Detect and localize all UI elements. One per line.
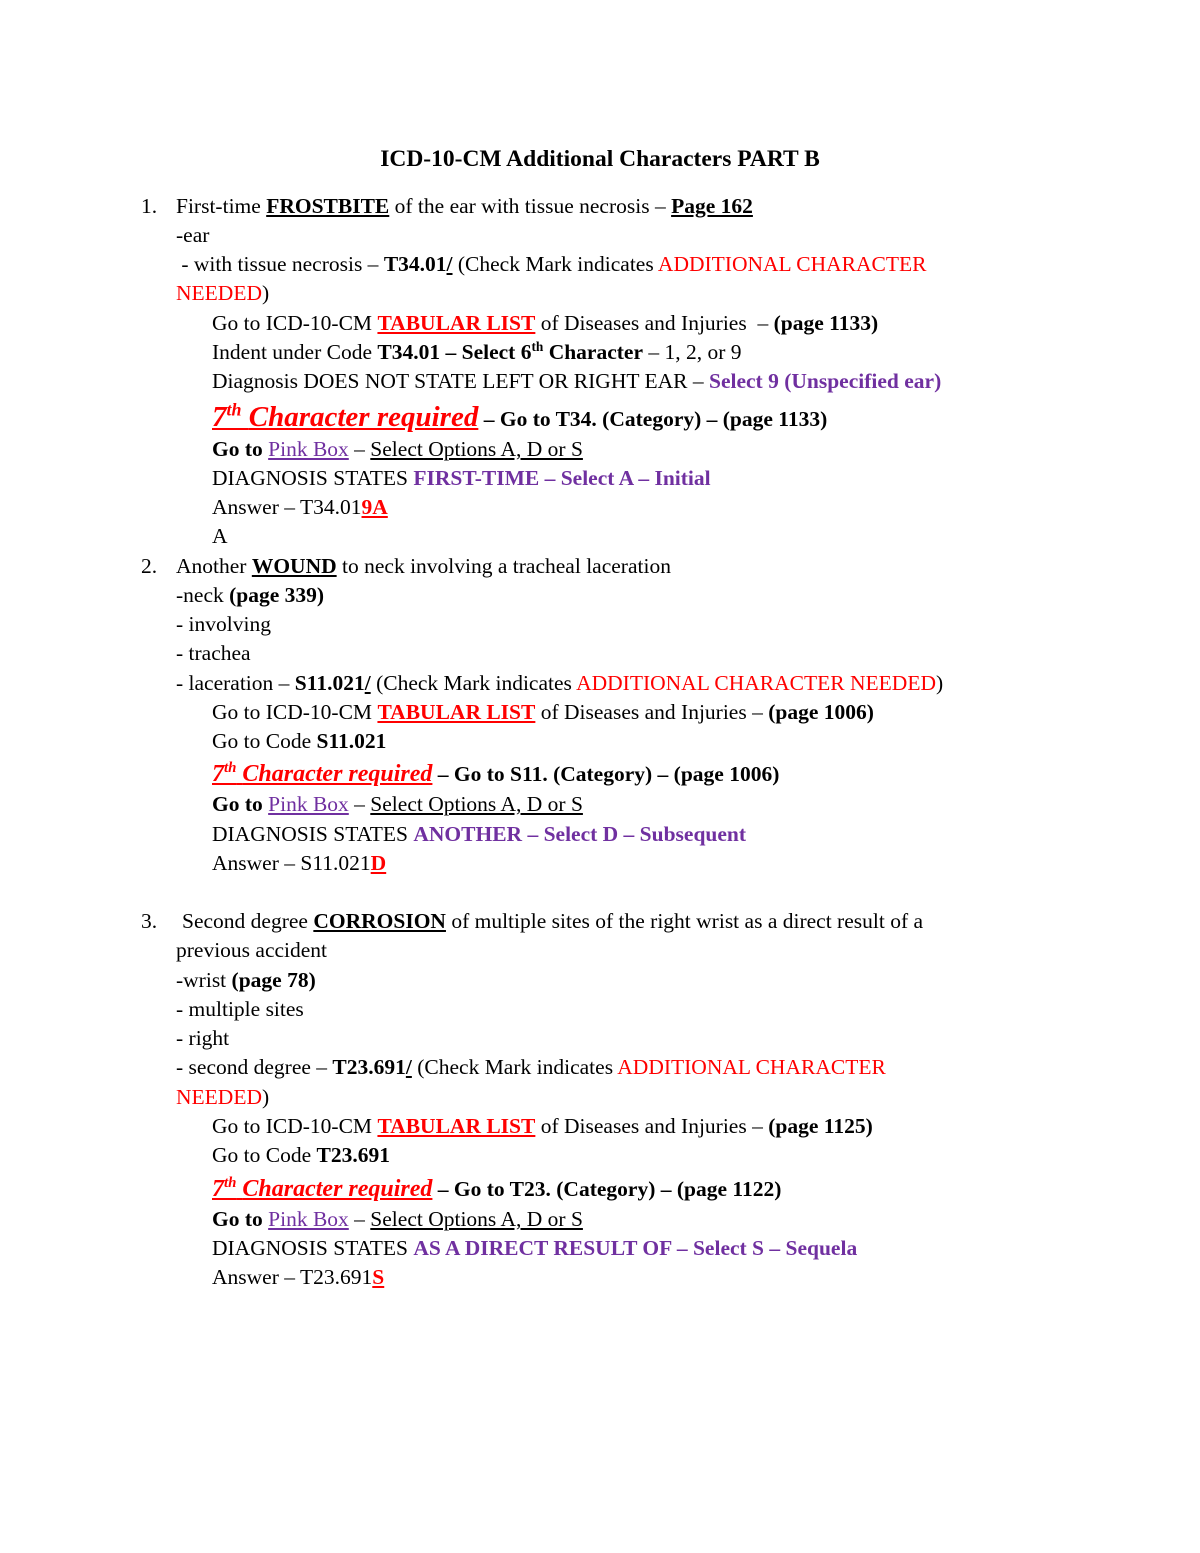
page-title: ICD-10-CM Additional Characters PART B — [380, 146, 820, 172]
diagnosis-states-step: DIAGNOSIS STATES AS A DIRECT RESULT OF – Select S – Sequela — [212, 1236, 858, 1260]
tabular-list-step: Go to ICD-10-CM TABULAR LIST of Diseases and Injuries – (page 1125) — [212, 1114, 873, 1138]
index-term: -wrist (page 78) — [176, 968, 316, 992]
goto-code-step: Go to Code S11.021 — [212, 729, 387, 753]
seventh-character-required: 7th Character required — [212, 399, 479, 433]
seventh-character-required: 7th Character required — [212, 760, 433, 787]
seventh-character-required: 7th Character required — [212, 1175, 433, 1202]
answer-character: D — [370, 851, 387, 875]
index-page-ref: Page 162 — [671, 194, 753, 218]
item-number: 2. — [141, 554, 158, 578]
answer-character: 9A — [361, 495, 388, 519]
item-3-heading-continued: previous accident — [176, 938, 328, 962]
keyword: FROSTBITE — [266, 194, 390, 218]
diagnosis-states-step: DIAGNOSIS STATES FIRST-TIME – Select A – Initial — [212, 466, 711, 490]
item-3-heading: Second degree CORROSION of multiple sites of the right wrist as a direct result of a — [182, 909, 924, 933]
pink-box-step: Go to Pink Box – Select Options A, D or S — [212, 792, 583, 816]
item-number: 1. — [141, 194, 158, 218]
seventh-character-step: 7th Character required – Go to T34. (Category) – (page 1133) — [212, 399, 828, 433]
index-term: - multiple sites — [176, 997, 304, 1021]
diagnosis-step: Diagnosis DOES NOT STATE LEFT OR RIGHT EAR – Select 9 (Unspecified ear) — [212, 369, 942, 393]
stray-text: A — [212, 524, 228, 548]
seventh-character-step: 7th Character required – Go to S11. (Category) – (page 1006) — [212, 760, 780, 787]
answer-line: Answer – T23.691S — [212, 1265, 385, 1289]
tabular-list-step: Go to ICD-10-CM TABULAR LIST of Diseases and Injuries – (page 1133) — [212, 311, 879, 335]
check-mark: / — [364, 671, 371, 695]
seventh-character-step: 7th Character required – Go to T23. (Category) – (page 1122) — [212, 1175, 782, 1202]
goto-code-step: Go to Code T23.691 — [212, 1143, 390, 1167]
keyword: CORROSION — [313, 909, 446, 933]
answer-line: Answer – S11.021D — [212, 851, 387, 875]
check-mark: / — [446, 252, 453, 276]
index-term: - trachea — [176, 641, 251, 665]
keyword: WOUND — [251, 554, 337, 578]
answer-line: Answer – T34.019A — [212, 495, 388, 519]
tabular-list-step: Go to ICD-10-CM TABULAR LIST of Diseases and Injuries – (page 1006) — [212, 700, 874, 724]
pink-box-step: Go to Pink Box – Select Options A, D or S — [212, 437, 583, 461]
continuation-line: NEEDED) — [176, 1085, 270, 1109]
item-2-heading: Another WOUND to neck involving a tracheal laceration — [176, 554, 671, 578]
index-term: - right — [176, 1026, 230, 1050]
continuation-line: NEEDED) — [176, 281, 270, 305]
item-1-heading: First-time FROSTBITE of the ear with tissue necrosis – Page 162 — [176, 194, 753, 218]
diagnosis-states-step: DIAGNOSIS STATES ANOTHER – Select D – Subsequent — [212, 822, 747, 846]
index-term-code-line: - laceration – S11.021/ (Check Mark indicates ADDITIONAL CHARACTER NEEDED) — [176, 671, 944, 695]
index-term: - involving — [176, 612, 271, 636]
index-term: -ear — [176, 223, 210, 247]
pink-box-step: Go to Pink Box – Select Options A, D or S — [212, 1207, 583, 1231]
index-term-code-line: - second degree – T23.691/ (Check Mark indicates ADDITIONAL CHARACTER — [176, 1055, 886, 1079]
indent-step: Indent under Code T34.01 – Select 6th Character – 1, 2, or 9 — [212, 338, 742, 364]
item-number: 3. — [141, 909, 158, 933]
index-term: -neck (page 339) — [176, 583, 325, 607]
check-mark: / — [405, 1055, 412, 1079]
index-term-code-line: - with tissue necrosis – T34.01/ (Check Mark indicates ADDITIONAL CHARACTER — [176, 252, 927, 276]
answer-character: S — [372, 1265, 385, 1289]
